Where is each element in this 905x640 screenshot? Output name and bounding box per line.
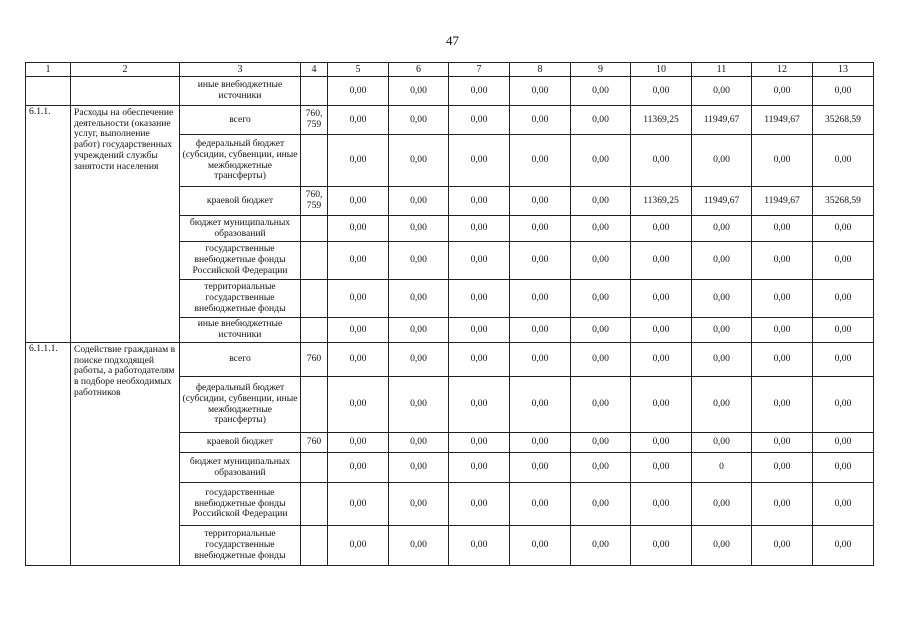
value-cell: 0,00 (328, 377, 389, 433)
value-cell: 0,00 (813, 242, 874, 280)
value-cell: 0,00 (328, 106, 389, 135)
funding-source: иные внебюджетные источники (180, 77, 301, 106)
column-header: 10 (631, 63, 692, 77)
value-cell: 0,00 (631, 377, 692, 433)
kvsr-code (301, 280, 328, 318)
kvsr-code: 760, 759 (301, 106, 328, 135)
value-cell: 0,00 (510, 343, 571, 377)
column-header: 6 (389, 63, 449, 77)
value-cell: 0,00 (571, 280, 631, 318)
value-cell: 0,00 (510, 77, 571, 106)
value-cell: 0,00 (813, 483, 874, 526)
value-cell: 0,00 (692, 483, 752, 526)
kvsr-code: 760 (301, 433, 328, 453)
value-cell: 11949,67 (692, 187, 752, 216)
value-cell: 0,00 (692, 343, 752, 377)
value-cell: 0,00 (631, 77, 692, 106)
value-cell: 0,00 (571, 106, 631, 135)
value-cell: 0,00 (692, 77, 752, 106)
value-cell: 0,00 (449, 77, 510, 106)
value-cell: 0,00 (631, 453, 692, 483)
value-cell: 0,00 (752, 318, 813, 343)
value-cell: 0,00 (449, 377, 510, 433)
value-cell: 0,00 (692, 318, 752, 343)
value-cell: 11369,25 (631, 187, 692, 216)
value-cell: 0,00 (571, 318, 631, 343)
value-cell: 0,00 (631, 242, 692, 280)
value-cell: 0,00 (571, 135, 631, 187)
value-cell: 0,00 (752, 483, 813, 526)
column-header: 8 (510, 63, 571, 77)
value-cell: 0,00 (510, 483, 571, 526)
column-header: 4 (301, 63, 328, 77)
value-cell: 0,00 (389, 280, 449, 318)
kvsr-code (301, 135, 328, 187)
value-cell: 0,00 (631, 135, 692, 187)
value-cell: 0,00 (449, 106, 510, 135)
kvsr-code (301, 216, 328, 242)
funding-source: иные внебюджетные источники (180, 318, 301, 343)
value-cell: 0,00 (813, 280, 874, 318)
kvsr-code: 760 (301, 343, 328, 377)
value-cell: 0,00 (571, 526, 631, 566)
value-cell: 0,00 (692, 377, 752, 433)
value-cell: 0,00 (813, 526, 874, 566)
row-name: Расходы на обеспечение деятельности (оказание услуг, выполнение работ) государственных учреждений службы занятости населения (71, 106, 180, 343)
column-number-row (26, 63, 874, 77)
value-cell: 0,00 (571, 343, 631, 377)
value-cell: 0,00 (449, 453, 510, 483)
kvsr-code (301, 453, 328, 483)
value-cell: 0,00 (813, 433, 874, 453)
value-cell: 0,00 (571, 483, 631, 526)
value-cell: 0,00 (510, 377, 571, 433)
column-header: 7 (449, 63, 510, 77)
value-cell: 35268,59 (813, 187, 874, 216)
value-cell: 0,00 (510, 526, 571, 566)
value-cell: 0,00 (813, 77, 874, 106)
value-cell: 11369,25 (631, 106, 692, 135)
value-cell: 0,00 (752, 280, 813, 318)
value-cell: 0,00 (510, 106, 571, 135)
value-cell: 0,00 (449, 526, 510, 566)
value-cell: 0,00 (389, 216, 449, 242)
value-cell: 0,00 (328, 216, 389, 242)
column-header: 13 (813, 63, 874, 77)
value-cell: 0,00 (389, 377, 449, 433)
value-cell: 0,00 (692, 242, 752, 280)
value-cell: 0,00 (510, 216, 571, 242)
kvsr-code: 760, 759 (301, 187, 328, 216)
value-cell: 0,00 (449, 433, 510, 453)
column-header: 12 (752, 63, 813, 77)
value-cell: 0,00 (813, 343, 874, 377)
page-number: 47 (446, 33, 459, 48)
value-cell: 0,00 (328, 187, 389, 216)
value-cell: 0,00 (692, 216, 752, 242)
value-cell: 0,00 (389, 106, 449, 135)
value-cell: 0,00 (692, 526, 752, 566)
value-cell: 0,00 (449, 242, 510, 280)
budget-table (25, 62, 874, 566)
value-cell: 0,00 (389, 453, 449, 483)
value-cell: 11949,67 (752, 187, 813, 216)
kvsr-code (301, 318, 328, 343)
value-cell: 0,00 (813, 377, 874, 433)
value-cell: 0,00 (328, 526, 389, 566)
kvsr-code (301, 483, 328, 526)
value-cell: 0,00 (389, 135, 449, 187)
funding-source: всего (180, 106, 301, 135)
value-cell: 0,00 (571, 453, 631, 483)
value-cell: 0,00 (813, 318, 874, 343)
kvsr-code (301, 77, 328, 106)
column-header: 5 (328, 63, 389, 77)
value-cell: 0,00 (752, 433, 813, 453)
value-cell: 0,00 (813, 216, 874, 242)
value-cell: 0,00 (510, 453, 571, 483)
value-cell: 0,00 (449, 280, 510, 318)
value-cell: 0,00 (752, 343, 813, 377)
value-cell: 0,00 (328, 433, 389, 453)
row-code (26, 77, 71, 106)
value-cell: 0,00 (571, 187, 631, 216)
row-name (71, 77, 180, 106)
value-cell: 0,00 (571, 77, 631, 106)
value-cell: 0,00 (449, 135, 510, 187)
value-cell: 0,00 (449, 216, 510, 242)
funding-source: федеральный бюджет (субсидии, субвенции, иные межбюджетные трансферты) (180, 377, 301, 433)
value-cell: 0,00 (510, 187, 571, 216)
value-cell: 11949,67 (692, 106, 752, 135)
value-cell: 0,00 (449, 318, 510, 343)
value-cell: 0,00 (449, 343, 510, 377)
column-header: 3 (180, 63, 301, 77)
value-cell: 0,00 (449, 187, 510, 216)
funding-source: краевой бюджет (180, 187, 301, 216)
funding-source: территориальные государственные внебюджетные фонды (180, 280, 301, 318)
value-cell: 0,00 (389, 242, 449, 280)
value-cell: 0,00 (692, 433, 752, 453)
value-cell: 0,00 (631, 433, 692, 453)
column-header: 2 (71, 63, 180, 77)
value-cell: 0,00 (631, 343, 692, 377)
column-header: 9 (571, 63, 631, 77)
row-code: 6.1.1. (26, 106, 71, 343)
funding-source: всего (180, 343, 301, 377)
value-cell: 0,00 (571, 377, 631, 433)
value-cell: 0,00 (449, 483, 510, 526)
value-cell: 0,00 (328, 242, 389, 280)
value-cell: 0,00 (510, 242, 571, 280)
funding-source: территориальные государственные внебюджетные фонды (180, 526, 301, 566)
value-cell: 0,00 (510, 135, 571, 187)
row-code: 6.1.1.1. (26, 343, 71, 566)
value-cell: 0,00 (389, 187, 449, 216)
value-cell: 0,00 (631, 483, 692, 526)
value-cell: 0,00 (328, 343, 389, 377)
column-header: 11 (692, 63, 752, 77)
value-cell: 0,00 (752, 377, 813, 433)
value-cell: 0 (692, 453, 752, 483)
value-cell: 0,00 (510, 318, 571, 343)
funding-source: государственные внебюджетные фонды Российской Федерации (180, 483, 301, 526)
value-cell: 11949,67 (752, 106, 813, 135)
value-cell: 0,00 (752, 526, 813, 566)
value-cell: 0,00 (692, 280, 752, 318)
value-cell: 0,00 (328, 483, 389, 526)
value-cell: 0,00 (571, 216, 631, 242)
kvsr-code (301, 377, 328, 433)
value-cell: 0,00 (328, 453, 389, 483)
funding-source: краевой бюджет (180, 433, 301, 453)
value-cell: 0,00 (752, 242, 813, 280)
value-cell: 0,00 (328, 318, 389, 343)
value-cell: 0,00 (752, 453, 813, 483)
table-row (26, 77, 874, 106)
value-cell: 0,00 (813, 135, 874, 187)
value-cell: 0,00 (571, 433, 631, 453)
value-cell: 0,00 (631, 216, 692, 242)
value-cell: 0,00 (389, 483, 449, 526)
value-cell: 0,00 (692, 135, 752, 187)
value-cell: 0,00 (328, 280, 389, 318)
kvsr-code (301, 526, 328, 566)
value-cell: 0,00 (389, 77, 449, 106)
value-cell: 0,00 (389, 318, 449, 343)
value-cell: 0,00 (631, 318, 692, 343)
value-cell: 0,00 (752, 77, 813, 106)
funding-source: федеральный бюджет (субсидии, субвенции, иные межбюджетные трансферты) (180, 135, 301, 187)
value-cell: 0,00 (571, 242, 631, 280)
column-header: 1 (26, 63, 71, 77)
value-cell: 0,00 (389, 343, 449, 377)
value-cell: 0,00 (631, 526, 692, 566)
value-cell: 0,00 (510, 280, 571, 318)
value-cell: 0,00 (813, 453, 874, 483)
value-cell: 35268,59 (813, 106, 874, 135)
funding-source: бюджет муниципальных образований (180, 453, 301, 483)
value-cell: 0,00 (328, 77, 389, 106)
value-cell: 0,00 (631, 280, 692, 318)
value-cell: 0,00 (389, 433, 449, 453)
table-row (26, 106, 874, 135)
funding-source: бюджет муниципальных образований (180, 216, 301, 242)
value-cell: 0,00 (752, 216, 813, 242)
value-cell: 0,00 (328, 135, 389, 187)
value-cell: 0,00 (752, 135, 813, 187)
value-cell: 0,00 (510, 433, 571, 453)
kvsr-code (301, 242, 328, 280)
value-cell: 0,00 (389, 526, 449, 566)
table-row (26, 343, 874, 377)
funding-source: государственные внебюджетные фонды Российской Федерации (180, 242, 301, 280)
row-name: Содействие гражданам в поиске подходящей работы, а работодателям в подборе необходимых работников (71, 343, 180, 566)
